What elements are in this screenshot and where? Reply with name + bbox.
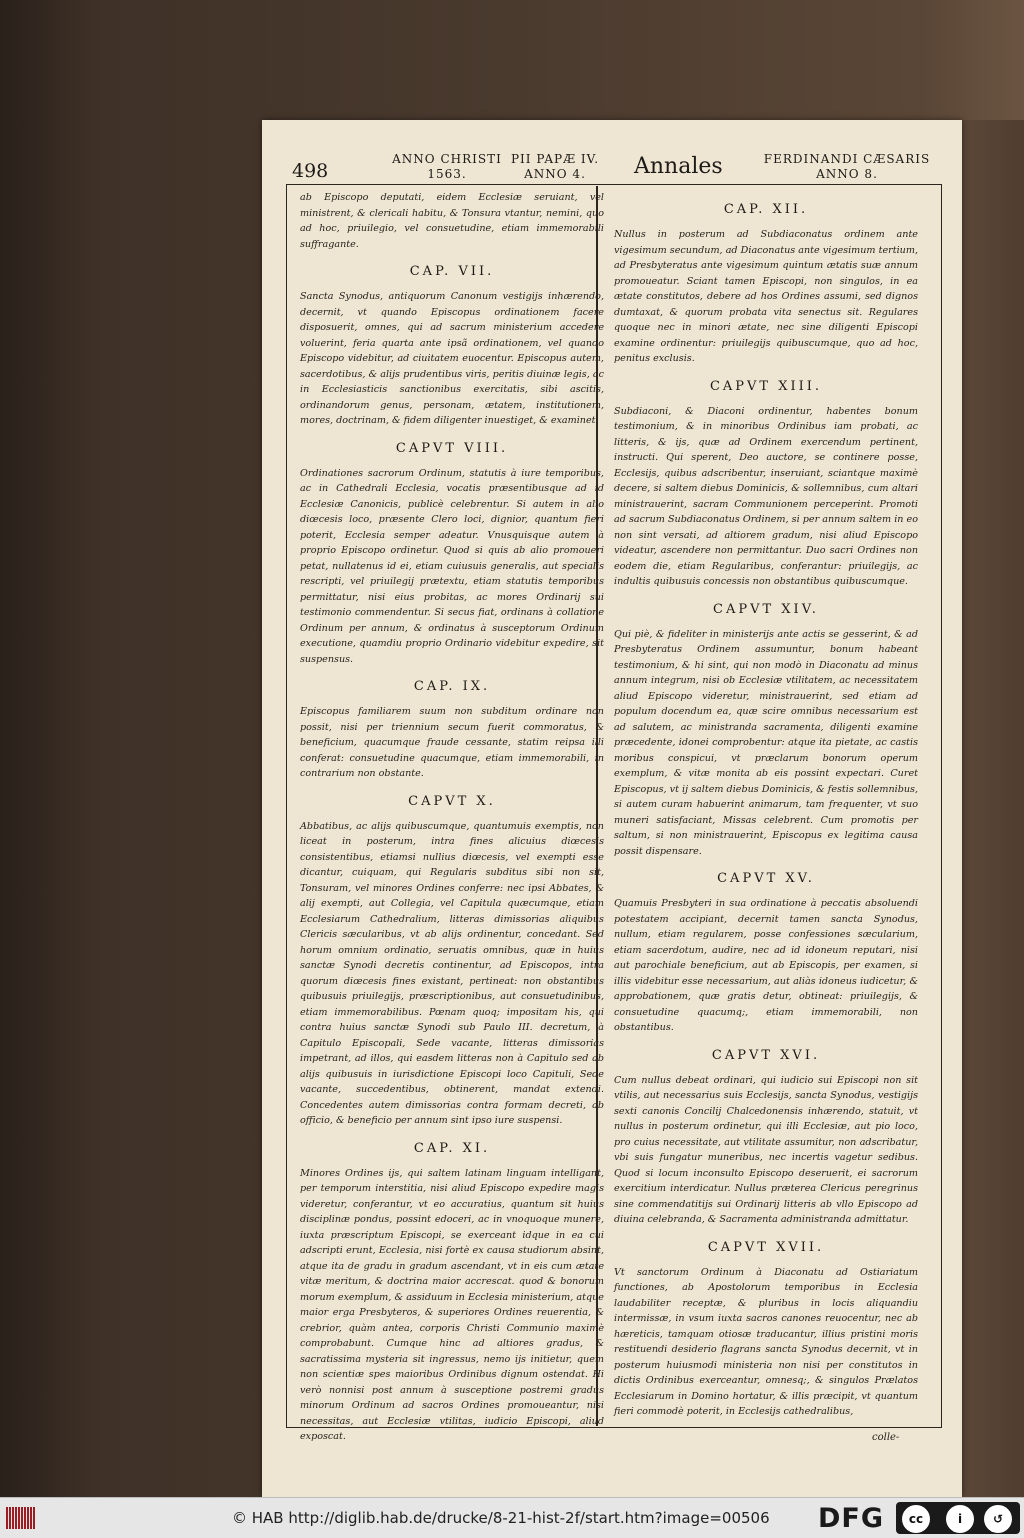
section-text: Episcopus familiarem suum non subditum ordinare non possit, nisi per triennium secum fuerit commoratus, & beneficium, quacumque fraude cessante, statim reipsa illi conferat: consuetudine quacumque, etiam immemorabili, in contrarium non obstante. [300,706,604,779]
section [300,264,604,429]
section [300,679,604,782]
source-link[interactable]: © HAB http://diglib.hab.de/drucke/8-21-hist-2f/start.htm?image=00506 [232,1509,770,1527]
emperor-anno: ANNO 8. [816,167,878,181]
emperor-label: FERDINANDI CÆSARIS [763,152,931,166]
section-text: Abbatibus, ac alijs quibuscumque, quantumuis exemptis, non liceat in posterum, intra fines alicuius diœcesis consistentibus, etiamsi nullius diœcesis, vel exempti esse dicantur, cuiquam, qui Regularis subditus sibi non sit, Tonsuram, vel minores Ordines conferre: nec ipsi Abbates, & alij exempti, aut Collegia, vel Capitula quæcumque, etiam Ecclesiarum Cathedralium, litteras dimissorias aliquibus Clericis sæcularibus, vt ab alijs ordinentur, concedant. Sed horum omnium ordinatio, seruatis omnibus, quæ in huius sanctæ Synodi decretis continentur, ad Episcopos, intra quorum diœcesis fines existant, pertineat: non obstantibus quibusuis priuilegijs, præscriptionibus, aut consuetudinibus, etiam immemorabilibus. Pœnam quoq; impositam his, qui contra huius sanctæ Synodi sub Paulo III. decretum, à Capitulo Episcopali, Sede vacante, litteras dimissorias impetrant, ad illos, qui easdem litteras non à Capitulo sed ab alijs quibusuis in iurisdictione Episcopi loco Capituli, Sede vacante, succedentibus, obtinerent, mandat extendi. Concedentes autem dimissorias contra formam decreti, ab officio, & beneficio per annum sint ipso iure suspensi. [300,820,604,1126]
pope-anno: ANNO 4. [524,167,586,181]
by-icon: i [946,1505,974,1533]
section [614,202,918,367]
cc-icon: cc [902,1505,930,1533]
section [614,871,918,1036]
section-text: Qui piè, & fideliter in ministerijs ante actis se gesserint, & ad Presbyteratus Ordinem assumuntur, bonum habeant testimonium, & hi sint, qui non modò in Diaconatu ad minus annum integrum, nisi ob Ecclesiæ vtilitatem, ac necessitatem aliud Episcopo videretur, ministrauerint, sed etiam ad populum docendum ea, quæ scire omnibus necessarium est ad salutem, ac ministranda sacramenta, diligenti examine præcedente, idonei comprobentur: atque ita pietate, ac castis moribus conspicui, vt præclarum bonorum operum exemplum, & vitæ monita ab eis possint expectari. Curet Episcopus, vt ij saltem diebus Dominicis, & festis sollemnibus, si autem curam habuerint animarum, tam frequenter, vt suo muneri satisfaciant, Missas celebrent. Cum promotis per saltum, si non ministrauerint, Episcopus ex legitima causa possit dispensare. [614,628,918,857]
by-label: BY [953,1527,961,1534]
sa-icon: ↺ [984,1505,1012,1533]
right-column [614,190,918,1424]
pope-year [500,152,610,182]
section-text: Subdiaconi, & Diaconi ordinentur, habentes bonum testimonium, & in minoribus Ordinibus iam probati, ac litteris, & ijs, quæ ad Ordinem exercendum pertinent, instructi. Qui sperent, Deo auctore, se continere posse, Ecclesijs, quibus adscribentur, inseruiant, sciantque maximè decere, si saltem diebus Dominicis, & sollemnibus, cum altari ministrauerint, sacram Communionem perceperint. Promoti ad sacrum Subdiaconatus Ordinem, si per annum saltem in eo non sint versati, ad altiorem gradum, nisi aliud Episcopo videatur, ascendere non permittantur. Duo sacri Ordines non eodem die, etiam Regularibus, conferantur: priuilegijs, ac indultis quibusuis concessis non obstantibus quibuscumque. [614,405,918,587]
section-heading: CAP. XII. [723,202,809,217]
section-heading: CAPVT XVII. [707,1239,825,1255]
cc-license-badge[interactable] [896,1502,1020,1534]
left-column [300,190,604,1449]
running-header [262,120,962,190]
section-text: Ordinationes sacrorum Ordinum, statutis à iure temporibus, ac in Cathedrali Ecclesia, vocatis præsentibusque ad id Ecclesiæ Canonicis, publicè celebrentur. Si autem in alio diœcesis loco, præsente Clero loci, dignior, quantum fieri poterit, Ecclesia semper adeatur. Vnusquisque autem à proprio Episcopo ordinetur. Quod si quis ab alio promoueri petat, nullatenus id ei, etiam cuiusuis generalis, aut specialis rescripti, vel priuilegij prætextu, etiam statutis temporibus permittatur, nisi eius probitas, ac mores Ordinarij sui testimonio commendentur. Si secus fiat, ordinans à collatione Ordinum per annum, & ordinatus à susceptorum Ordinum executione, quamdiu proprio Ordinario videbitur expedire, sit suspensus. [300,467,604,665]
section-heading: CAP. VII. [409,264,495,279]
section [614,379,918,590]
hab-logo-icon[interactable] [6,1507,38,1529]
section-heading: CAPVT XIII. [709,378,823,394]
section-text: Cum nullus debeat ordinari, qui iudicio sui Episcopi non sit vtilis, aut necessarius suis Ecclesijs, sancta Synodus, vestigijs sexti canonis Concilij Chalcedonensis inhærendo, statuit, vt nullus in posterum ordinetur, qui illi Ecclesiæ, aut pio loco, pro cuius necessitate, aut vtilitate assumitur, non adscribatur, vbi suis fungatur muneribus, nec incertis vagetur sedibus. Quod si locum inconsulto Episcopo deseruerit, ei sacrorum exercitium interdicatur. Nullus præterea Clericus peregrinus sine commendatitijs sui Ordinarij litteris ab vllo Episcopo ad diuina celebranda, & Sacramenta administranda admittatur. [614,1074,918,1225]
section [614,1048,918,1228]
section-text: Minores Ordines ijs, qui saltem latinam linguam intelligant, per temporum interstitia, nisi aliud Episcopo expedire magis videretur, conferantur, vt eo accuratius, quantum sit huius disciplinæ pondus, possint edoceri, ac in vnoquoque munere, iuxta præscriptum Episcopi, se exerceant idque in ea cui adscripti erunt, Ecclesia, nisi fortè ex causa studiorum absint, atque ita de gradu in gradum ascendant, vt in eis cum ætate vitæ meritum, & doctrina maior accrescat. quod & bonorum morum exemplum, & assiduum in Ecclesia ministerium, atque maior erga Presbyteros, & superiores Ordines reuerentia, & crebrior, quàm antea, corporis Christi Communio maximè comprobabunt. Cumque hinc ad altiores gradus, & sacratissima mysteria sit ingressus, nemo ijs initietur, quem non scientiæ spes maioribus Ordinibus dignum ostendat. Hi verò nonnisi post annum à susceptione postremi gradus minorum Ordinum ad sacros Ordines promoueantur, nisi necessitas, aut Ecclesiæ vtilitas, iudicio Episcopi, aliud exposcat. [300,1167,604,1442]
pope-label: PII PAPÆ IV. [510,152,600,166]
emperor-year [752,152,942,182]
section-heading: CAP. IX. [413,679,491,694]
section-heading: CAPVT XV. [717,871,815,886]
intro-paragraph: ab Episcopo deputati, eidem Ecclesiæ seruiant, vel ministrent, & clericali habitu, & Tonsura vtantur, nemini, quo ad hoc, priuilegio, vel consuetudine, etiam immemorabili suffragante. [300,192,604,250]
anno-christi-year: 1563. [427,167,467,181]
section-text: Vt sanctorum Ordinum à Diaconatu ad Ostiariatum functiones, ab Apostolorum temporibus in Ecclesia laudabiliter receptæ, & pluribus in locis aliquandiu intermissæ, in vsum iuxta sacros canones reuocentur, nec ab hæreticis, tamquam otiosæ traducantur, illius pristini moris restituendi desiderio flagrans sancta Synodus decernit, vt in posterum huiusmodi ministeria non nisi per constitutos in dictis Ordinibus exerceantur, omnesq;, & singulos Prælatos Ecclesiarum in Domino hortatur, & illis præcipit, vt quantum fieri commodè poterit, in Ecclesijs cathedralibus, [614,1266,918,1417]
section-heading: CAPVT X. [408,793,496,809]
anno-christi-label: ANNO CHRISTI [392,152,502,166]
section-text: Nullus in posterum ad Subdiaconatus ordinem ante vigesimum secundum, ad Diaconatus ante vigesimum tertium, ad Presbyteratus ante vigesimum quintum ætatis suæ annum promoueatur. Sciant tamen Episcopi, non singulos, in ea ætate constitutos, debere ad hos Ordines assumi, sed dignos dumtaxat, & quorum probata vita senectus sit. Regulares quoque nec in minori ætate, nec sine diligenti Episcopi examine ordinentur: priuilegijs quibuscumque, quo ad hoc, penitus exclusis. [614,229,918,364]
section [300,794,604,1129]
section-heading: CAPVT XVI. [711,1047,821,1063]
section-heading: CAPVT VIII. [395,440,509,456]
section-text: Quamuis Presbyteri in sua ordinatione à peccatis absoluendi potestatem accipiant, decernit tamen sancta Synodus, nullum, etiam regularem, posse confessiones sæcularium, etiam sacerdotum, audire, nec ad id idoneum reputari, nisi aut parochiale beneficium, aut ab Episcopis, per examen, si illis videbitur esse necessarium, aut aliàs idoneus iudicetur, & approbationem, quæ gratis detur, obtineat: priuilegijs, & consuetudine quacumq;, etiam immemorabili, non obstantibus. [614,898,918,1033]
sa-label: SA [991,1527,1000,1534]
section [614,602,918,860]
section-heading: CAP. XI. [413,1140,491,1156]
page-number: 498 [292,160,329,182]
section [614,1240,918,1420]
section [300,1141,604,1445]
anno-christi [382,152,512,182]
section [300,441,604,668]
section-heading: CAPVT XIV. [713,601,819,617]
page-title: Annales [634,154,723,179]
catchword: colle- [872,1432,900,1443]
viewer-footer [0,1497,1024,1538]
section-text: Sancta Synodus, antiquorum Canonum vestigijs inhærendo, decernit, vt quando Episcopus ordinationem facere disposuerit, omnes, qui ad sacrum ministerium accedere voluerint, feria quarta ante ipsã ordinationem, vel quando Episcopo videbitur, ad ciuitatem euocentur. Episcopus autem, sacerdotibus, & alijs prudentibus viris, peritis diuinæ legis, ac in Ecclesiasticis sanctionibus exercitatis, sibi ascitis, ordinandorum genus, personam, ætatem, institutionem, mores, doctrinam, & fidem diligenter inuestiget, & examinet. [300,291,604,426]
dfg-logo[interactable]: DFG [818,1503,885,1534]
book-page [262,120,962,1497]
